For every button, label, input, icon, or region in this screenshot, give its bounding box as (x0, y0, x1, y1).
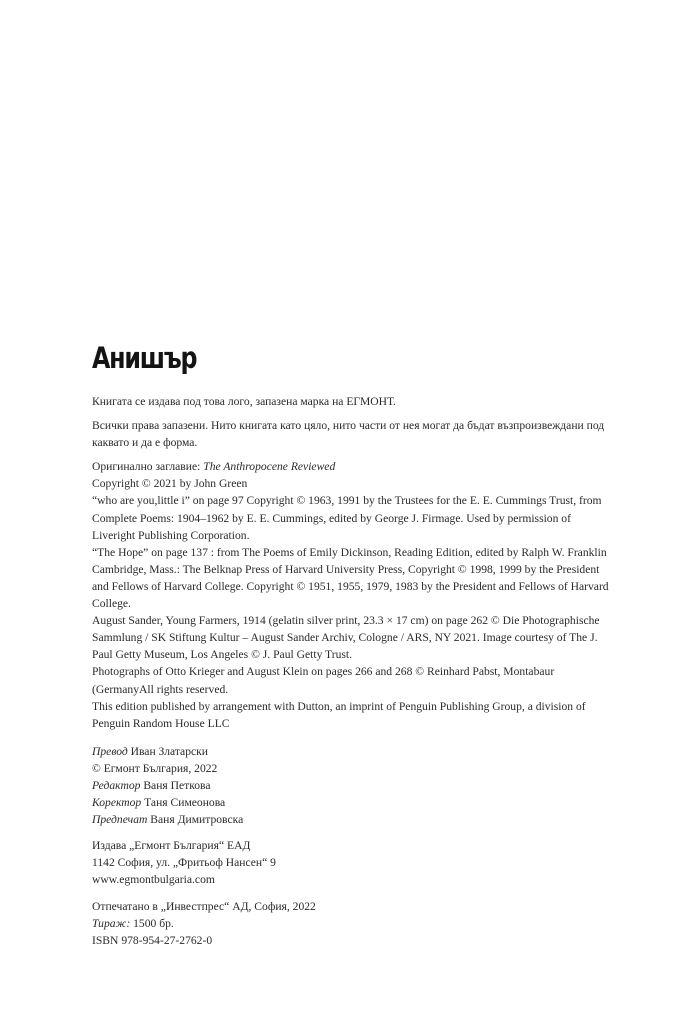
publisher-name: Издава „Егмонт България“ ЕАД (92, 839, 251, 853)
credits-block (92, 743, 612, 828)
copyright-line: “who are you,little i” on page 97 Copyright © 1963, 1991 by the Trustees for the E. E. Cummings Trust, from Complete Poems: 1904–1962 by E. E. Cummings, edited by George J. Firmage. Used by permission of Liveright Publishing Corporation. (92, 494, 602, 542)
credit-label: Превод (92, 744, 128, 758)
print-run-label: Тираж: (92, 916, 131, 930)
isbn: ISBN 978-954-27-2762-0 (92, 933, 213, 947)
imprint-note: Книгата се издава под това лого, запазена марка на ЕГМОНТ. (92, 395, 396, 408)
credit-label: Предпечат (92, 813, 148, 827)
printing-info: Отпечатано в „Инвестпрес“ АД, София, 2022 (92, 899, 316, 913)
credit-label: Коректор (92, 796, 142, 810)
copyright-page (92, 340, 612, 949)
publisher-address: 1142 София, ул. „Фритьоф Нансен“ 9 (92, 856, 276, 870)
credit-proofreader (92, 794, 612, 811)
copyright-line: This edition published by arrangement with Dutton, an imprint of Penguin Publishing Group, a division of Penguin Random House LLC (92, 699, 586, 730)
credit-editor (92, 777, 612, 794)
credit-value: Ваня Димитровска (147, 813, 244, 827)
copyright-block (92, 458, 612, 732)
credit-value: Иван Златарски (127, 744, 208, 758)
original-title-value: The Anthropocene Reviewed (203, 460, 336, 474)
credit-prepress (92, 811, 612, 828)
printing-block (92, 898, 612, 949)
copyright-line: Copyright © 2021 by John Green (92, 477, 248, 491)
credit-value: Ваня Петкова (140, 778, 211, 792)
original-title-label: Оригинално заглавие: (92, 460, 204, 474)
publisher-logo: Анишър (92, 341, 197, 375)
copyright-line: August Sander, Young Farmers, 1914 (gelatin silver print, 23.3 × 17 cm) on page 262 © Die Photographische Sammlung / SK Stiftung Kultur – August Sander Archiv, Cologne / ARS, NY 2021. Image courtesy of The J. Paul Getty Museum, Los Angeles © J. Paul Getty Trust. (92, 614, 600, 662)
print-run-value: 1500 бр. (130, 916, 174, 930)
publisher-website: www.egmontbulgaria.com (92, 873, 215, 887)
print-run (92, 915, 612, 932)
credit-copyright-bg: © Егмонт България, 2022 (92, 761, 218, 775)
publisher-block (92, 837, 612, 888)
credit-label: Редактор (92, 778, 141, 792)
credit-value: Таня Симеонова (141, 796, 226, 810)
copyright-line: Photographs of Otto Krieger and August Klein on pages 266 and 268 © Reinhard Pabst, Montabaur (GermanyAll rights reserved. (92, 665, 555, 696)
copyright-line: “The Hope” on page 137 : from The Poems of Emily Dickinson, Reading Edition, edited by Ralph W. Franklin Cambridge, Mass.: The Belknap Press of Harvard University Press, Copyright © 1998, 1999 by the President and Fellows of Harvard College. Copyright © 1951, 1955, 1979, 1983 by the President and Fellows of Harvard College. (92, 545, 609, 611)
rights-statement: Всички права запазени. Нито книгата като цяло, нито части от нея могат да бъдат възпроизвеждани под каквато и да е форма. (92, 419, 605, 450)
original-title (92, 458, 612, 475)
credit-translation (92, 743, 612, 760)
